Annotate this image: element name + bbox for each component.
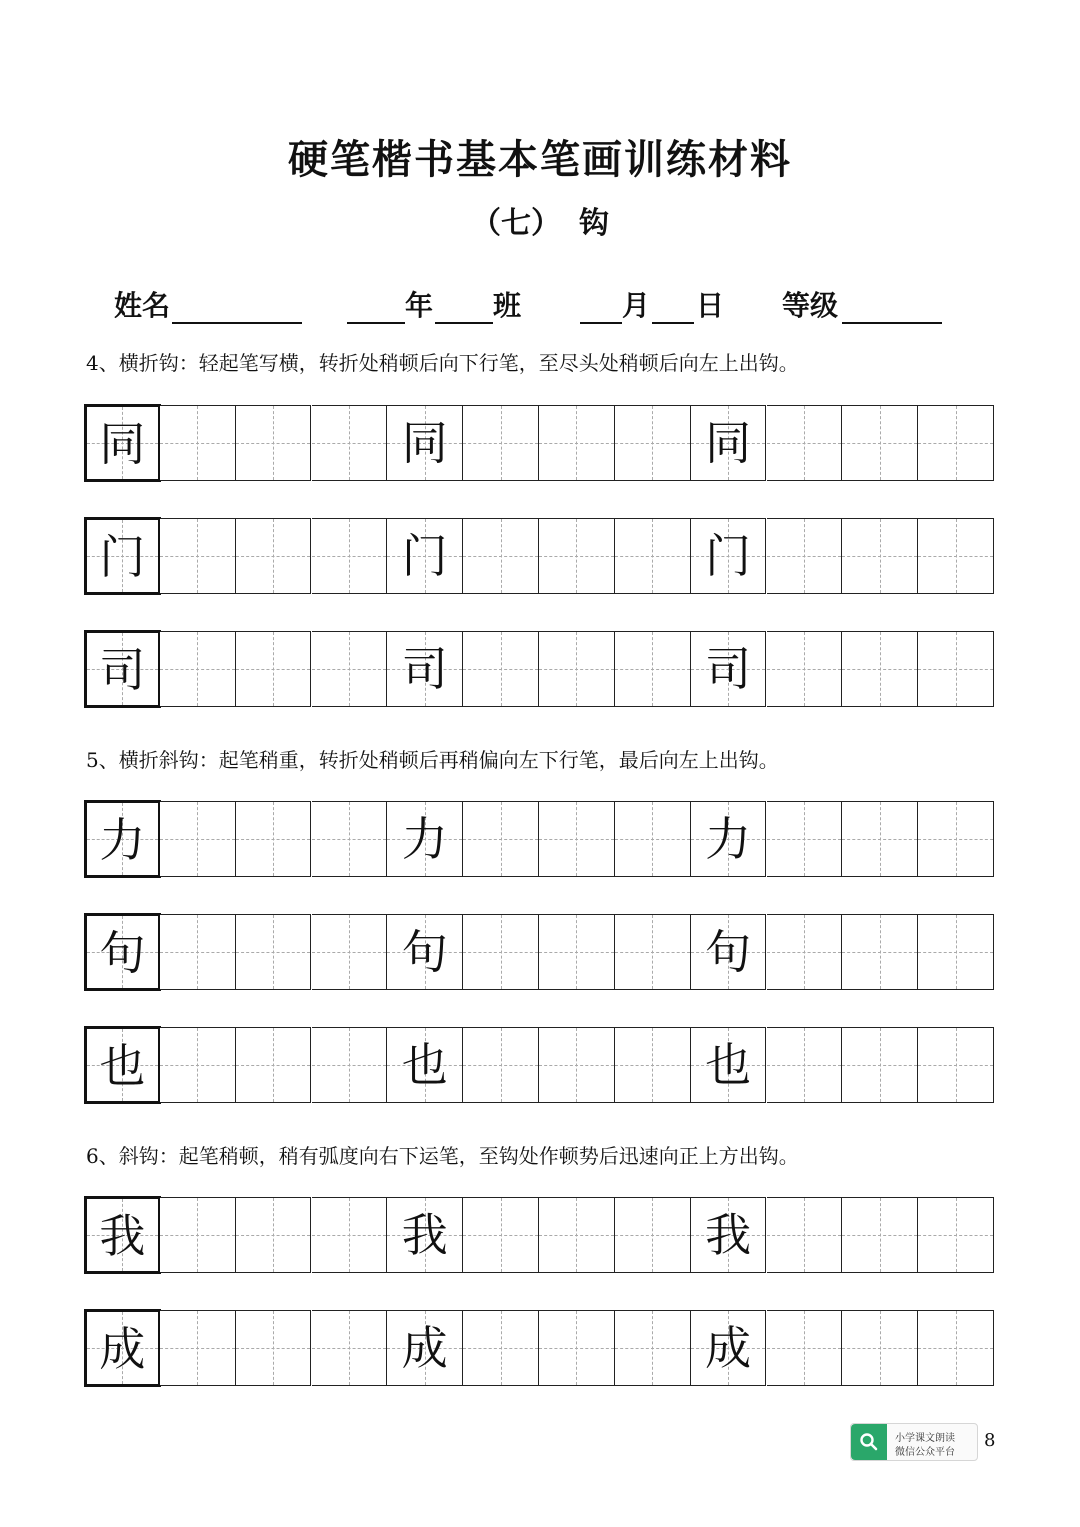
grid-guide-horizontal <box>160 556 235 557</box>
writing-cell[interactable] <box>615 631 691 707</box>
sample-character: 成 <box>99 1322 146 1376</box>
sample-character: 门 <box>705 529 752 583</box>
model-cell <box>84 1309 161 1387</box>
grid-guide-horizontal <box>767 669 842 670</box>
writing-cell[interactable] <box>842 1197 918 1273</box>
writing-cell[interactable] <box>387 1027 463 1103</box>
writing-cell[interactable] <box>539 801 615 877</box>
grid-guide-horizontal <box>539 839 614 840</box>
writing-cell[interactable] <box>312 1197 388 1273</box>
writing-cell[interactable] <box>918 518 994 594</box>
grid-guide-horizontal <box>615 839 690 840</box>
grid-guide-horizontal <box>615 1235 690 1236</box>
writing-cell[interactable] <box>842 518 918 594</box>
grid-guide-horizontal <box>539 1348 614 1349</box>
page-number: 8 <box>984 1430 996 1451</box>
sample-character: 同 <box>401 416 448 470</box>
grid-guide-horizontal <box>312 669 387 670</box>
grid-guide-horizontal <box>539 1235 614 1236</box>
model-cell <box>84 1196 161 1274</box>
grid-guide-horizontal <box>236 839 311 840</box>
writing-cell[interactable] <box>160 801 236 877</box>
grid-guide-horizontal <box>539 1065 614 1066</box>
sample-character: 司 <box>99 643 146 697</box>
writing-cell[interactable] <box>463 1027 539 1103</box>
writing-cell[interactable] <box>691 1197 767 1273</box>
practice-row <box>84 1027 994 1105</box>
writing-cell[interactable] <box>767 518 843 594</box>
model-cell <box>84 1026 161 1104</box>
writing-cell[interactable] <box>160 1197 236 1273</box>
writing-cell[interactable] <box>387 518 463 594</box>
grid-guide-horizontal <box>160 952 235 953</box>
grid-guide-horizontal <box>160 1348 235 1349</box>
writing-cell[interactable] <box>236 405 312 481</box>
grid-guide-horizontal <box>312 1348 387 1349</box>
day-blank[interactable] <box>652 322 694 324</box>
writing-cell[interactable] <box>160 631 236 707</box>
sample-character: 力 <box>99 813 146 867</box>
grid-guide-horizontal <box>767 1235 842 1236</box>
writing-cell[interactable] <box>842 914 918 990</box>
grid-guide-horizontal <box>918 1235 993 1236</box>
instruction-section-5: 5、横折斜钩：起笔稍重，转折处稍顿后再稍偏向左下行笔，最后向左上出钩。 <box>86 748 779 772</box>
grid-guide-horizontal <box>615 1348 690 1349</box>
grid-guide-horizontal <box>842 669 917 670</box>
sample-character: 句 <box>705 925 752 979</box>
writing-cell[interactable] <box>918 1310 994 1386</box>
sample-character: 成 <box>401 1321 448 1375</box>
writing-cell[interactable] <box>691 914 767 990</box>
grid-guide-horizontal <box>539 952 614 953</box>
writing-cell[interactable] <box>842 405 918 481</box>
model-cell <box>84 630 161 708</box>
sample-character: 司 <box>401 642 448 696</box>
writing-cell[interactable] <box>767 914 843 990</box>
writing-cell[interactable] <box>312 801 388 877</box>
practice-row <box>84 801 994 879</box>
grid-guide-horizontal <box>767 1065 842 1066</box>
grid-guide-horizontal <box>539 669 614 670</box>
grid-guide-horizontal <box>312 443 387 444</box>
writing-cell[interactable] <box>842 801 918 877</box>
writing-cell[interactable] <box>463 1197 539 1273</box>
grid-guide-horizontal <box>236 443 311 444</box>
model-cell <box>84 913 161 991</box>
writing-cell[interactable] <box>463 405 539 481</box>
writing-cell[interactable] <box>236 801 312 877</box>
grid-guide-horizontal <box>236 1065 311 1066</box>
grid-guide-horizontal <box>463 443 538 444</box>
writing-cell[interactable] <box>160 518 236 594</box>
grid-guide-horizontal <box>312 952 387 953</box>
writing-cell[interactable] <box>312 518 388 594</box>
grid-guide-horizontal <box>539 443 614 444</box>
writing-cell[interactable] <box>312 914 388 990</box>
writing-cell[interactable] <box>387 801 463 877</box>
writing-cell[interactable] <box>387 405 463 481</box>
month-label: 月 <box>622 289 651 322</box>
writing-cell[interactable] <box>312 631 388 707</box>
grid-guide-horizontal <box>236 1235 311 1236</box>
instruction-section-4: 4、横折钩：轻起笔写横，转折处稍顿后向下行笔，至尽头处稍顿后向左上出钩。 <box>86 351 799 375</box>
writing-cell[interactable] <box>691 1310 767 1386</box>
level-blank[interactable] <box>842 322 942 324</box>
writing-cell[interactable] <box>842 1310 918 1386</box>
logo-badge <box>851 1424 887 1460</box>
practice-row <box>84 631 994 709</box>
grid-guide-horizontal <box>236 669 311 670</box>
page-title: 硬笔楷书基本笔画训练材料 <box>288 136 792 183</box>
grid-guide-horizontal <box>615 443 690 444</box>
grid-guide-horizontal <box>842 1065 917 1066</box>
grid-guide-horizontal <box>842 443 917 444</box>
writing-cell[interactable] <box>767 1197 843 1273</box>
grid-guide-horizontal <box>842 1235 917 1236</box>
grid-guide-horizontal <box>463 669 538 670</box>
writing-cell[interactable] <box>615 518 691 594</box>
grid-guide-horizontal <box>539 556 614 557</box>
grid-guide-horizontal <box>918 556 993 557</box>
sample-character: 也 <box>705 1038 752 1092</box>
subtitle-stroke: 钩 <box>579 206 609 241</box>
sample-character: 成 <box>705 1321 752 1375</box>
grid-guide-horizontal <box>842 952 917 953</box>
writing-cell[interactable] <box>539 1027 615 1103</box>
writing-cell[interactable] <box>918 405 994 481</box>
grid-guide-horizontal <box>767 952 842 953</box>
grid-guide-horizontal <box>160 839 235 840</box>
sample-character: 我 <box>99 1209 146 1263</box>
writing-cell[interactable] <box>539 405 615 481</box>
writing-cell[interactable] <box>615 1310 691 1386</box>
grid-guide-horizontal <box>463 839 538 840</box>
writing-cell[interactable] <box>842 631 918 707</box>
writing-cell[interactable] <box>236 914 312 990</box>
class-label: 班 <box>493 289 522 322</box>
sample-character: 司 <box>705 642 752 696</box>
writing-cell[interactable] <box>463 631 539 707</box>
writing-cell[interactable] <box>767 1027 843 1103</box>
writing-cell[interactable] <box>387 1197 463 1273</box>
writing-cell[interactable] <box>539 518 615 594</box>
writing-cell[interactable] <box>387 914 463 990</box>
grid-guide-horizontal <box>615 1065 690 1066</box>
sample-character: 力 <box>401 812 448 866</box>
grade-blank[interactable] <box>347 322 405 324</box>
grid-guide-horizontal <box>767 1348 842 1349</box>
writing-cell[interactable] <box>236 1027 312 1103</box>
writing-cell[interactable] <box>691 518 767 594</box>
writing-cell[interactable] <box>463 1310 539 1386</box>
grid-guide-horizontal <box>615 952 690 953</box>
level-label: 等级 <box>782 289 839 322</box>
sample-character: 同 <box>99 417 146 471</box>
sample-character: 我 <box>705 1208 752 1262</box>
sample-character: 句 <box>99 926 146 980</box>
writing-cell[interactable] <box>312 405 388 481</box>
writing-cell[interactable] <box>539 1310 615 1386</box>
grid-guide-horizontal <box>463 556 538 557</box>
grid-guide-horizontal <box>463 1348 538 1349</box>
name-label: 姓名 <box>114 289 171 322</box>
sample-character: 我 <box>401 1208 448 1262</box>
writing-cell[interactable] <box>539 1197 615 1273</box>
logo-text-line2: 微信公众平台 <box>895 1447 955 1458</box>
grid-guide-horizontal <box>463 1235 538 1236</box>
writing-cell[interactable] <box>767 1310 843 1386</box>
practice-row <box>84 405 994 483</box>
grid-guide-horizontal <box>463 1065 538 1066</box>
writing-cell[interactable] <box>615 405 691 481</box>
grid-guide-horizontal <box>842 1348 917 1349</box>
grid-guide-horizontal <box>918 952 993 953</box>
instruction-section-6: 6、斜钩：起笔稍顿，稍有弧度向右下运笔，至钩处作顿势后迅速向正上方出钩。 <box>86 1144 799 1168</box>
logo-text-line1: 小学课文朗读 <box>895 1433 955 1444</box>
grid-guide-horizontal <box>160 1235 235 1236</box>
model-cell <box>84 404 161 482</box>
writing-cell[interactable] <box>918 801 994 877</box>
grid-guide-horizontal <box>842 839 917 840</box>
class-blank[interactable] <box>435 322 493 324</box>
grid-guide-horizontal <box>767 556 842 557</box>
sample-character: 力 <box>705 812 752 866</box>
grid-guide-horizontal <box>312 1235 387 1236</box>
grid-guide-horizontal <box>160 1065 235 1066</box>
model-cell <box>84 517 161 595</box>
grid-guide-horizontal <box>312 556 387 557</box>
writing-cell[interactable] <box>615 1027 691 1103</box>
writing-cell[interactable] <box>918 1197 994 1273</box>
sample-character: 同 <box>705 416 752 470</box>
grid-guide-horizontal <box>160 443 235 444</box>
writing-cell[interactable] <box>615 1197 691 1273</box>
grid-guide-horizontal <box>918 1348 993 1349</box>
writing-cell[interactable] <box>463 518 539 594</box>
writing-cell[interactable] <box>691 631 767 707</box>
writing-cell[interactable] <box>767 631 843 707</box>
grid-guide-horizontal <box>463 952 538 953</box>
grid-guide-horizontal <box>312 1065 387 1066</box>
grade-label: 年 <box>405 289 434 322</box>
writing-cell[interactable] <box>767 405 843 481</box>
day-label: 日 <box>696 289 725 322</box>
grid-guide-horizontal <box>918 443 993 444</box>
writing-cell[interactable] <box>236 631 312 707</box>
writing-cell[interactable] <box>236 1310 312 1386</box>
writing-cell[interactable] <box>160 1310 236 1386</box>
month-blank[interactable] <box>580 322 622 324</box>
practice-row <box>84 914 994 992</box>
writing-cell[interactable] <box>615 914 691 990</box>
wechat-logo <box>850 1423 978 1461</box>
writing-cell[interactable] <box>160 405 236 481</box>
writing-cell[interactable] <box>918 631 994 707</box>
writing-cell[interactable] <box>160 914 236 990</box>
grid-guide-horizontal <box>615 556 690 557</box>
grid-guide-horizontal <box>918 839 993 840</box>
writing-cell[interactable] <box>463 914 539 990</box>
writing-cell[interactable] <box>387 631 463 707</box>
grid-guide-horizontal <box>160 669 235 670</box>
page-subtitle <box>0 198 1080 242</box>
grid-guide-horizontal <box>842 556 917 557</box>
writing-cell[interactable] <box>387 1310 463 1386</box>
sample-character: 也 <box>99 1039 146 1093</box>
writing-cell[interactable] <box>463 801 539 877</box>
writing-cell[interactable] <box>691 1027 767 1103</box>
writing-cell[interactable] <box>691 405 767 481</box>
sample-character: 门 <box>401 529 448 583</box>
practice-row <box>84 518 994 596</box>
writing-cell[interactable] <box>918 1027 994 1103</box>
grid-guide-horizontal <box>615 669 690 670</box>
name-blank[interactable] <box>172 322 302 324</box>
writing-cell[interactable] <box>312 1027 388 1103</box>
writing-cell[interactable] <box>691 801 767 877</box>
search-icon <box>859 1432 879 1452</box>
sample-character: 句 <box>401 925 448 979</box>
writing-cell[interactable] <box>842 1027 918 1103</box>
writing-cell[interactable] <box>236 1197 312 1273</box>
grid-guide-horizontal <box>918 1065 993 1066</box>
student-info-row <box>0 286 1080 330</box>
writing-cell[interactable] <box>615 801 691 877</box>
grid-guide-horizontal <box>236 1348 311 1349</box>
practice-row <box>84 1197 994 1275</box>
sample-character: 也 <box>401 1038 448 1092</box>
grid-guide-horizontal <box>312 839 387 840</box>
writing-cell[interactable] <box>236 518 312 594</box>
practice-row <box>84 1310 994 1388</box>
grid-guide-horizontal <box>767 839 842 840</box>
grid-guide-horizontal <box>236 952 311 953</box>
writing-cell[interactable] <box>539 631 615 707</box>
grid-guide-horizontal <box>918 669 993 670</box>
grid-guide-horizontal <box>767 443 842 444</box>
model-cell <box>84 800 161 878</box>
writing-cell[interactable] <box>312 1310 388 1386</box>
writing-cell[interactable] <box>918 914 994 990</box>
writing-cell[interactable] <box>160 1027 236 1103</box>
grid-guide-horizontal <box>236 556 311 557</box>
sample-character: 门 <box>99 530 146 584</box>
writing-cell[interactable] <box>767 801 843 877</box>
writing-cell[interactable] <box>539 914 615 990</box>
subtitle-number: （七） <box>471 206 561 241</box>
